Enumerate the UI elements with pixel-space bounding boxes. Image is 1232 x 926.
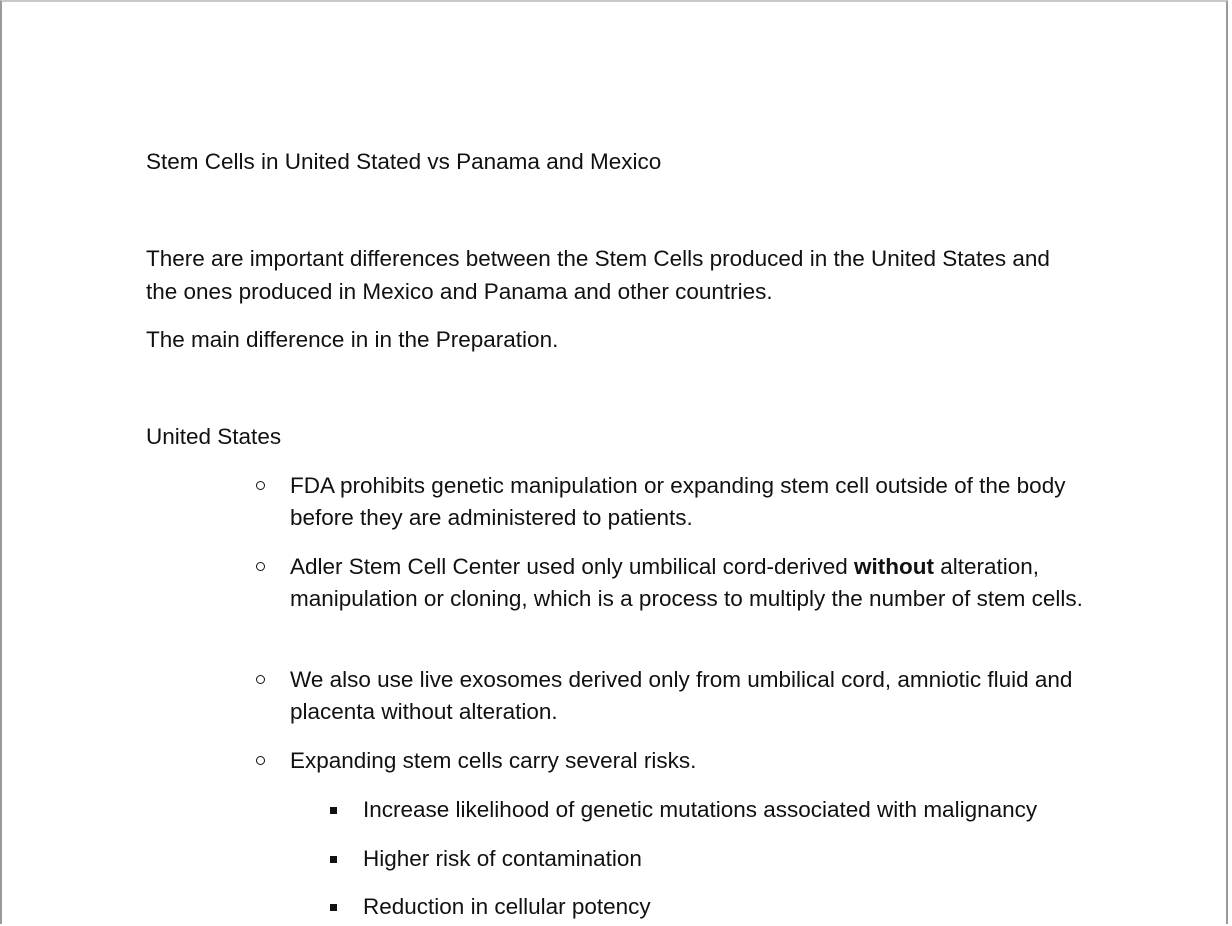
hollow-circle-bullet-icon xyxy=(256,756,265,765)
hollow-circle-bullet-icon xyxy=(256,562,265,571)
bullet-item: We also use live exosomes derived only from umbilical cord, amniotic fluid and placenta without alteration. xyxy=(290,667,1073,725)
bullet-item xyxy=(290,551,1090,616)
square-bullet-icon xyxy=(330,856,337,863)
square-bullet-icon xyxy=(330,904,337,911)
bullet-item: Expanding stem cells carry several risks. xyxy=(290,748,697,773)
section-heading-united-states: United States xyxy=(146,424,282,449)
bullet-item: FDA prohibits genetic manipulation or expanding stem cell outside of the body before they are administered to patients. xyxy=(290,473,1066,531)
bullet-text: alteration, manipulation or cloning, which is a process to multiply the number of stem cells. xyxy=(290,554,1083,612)
intro-paragraph: There are important differences between the Stem Cells produced in the United States and the ones produced in Mexico and Panama and other countries. xyxy=(146,246,1050,304)
bullet-bold-text: without xyxy=(854,554,934,579)
square-bullet-icon xyxy=(330,807,337,814)
hollow-circle-bullet-icon xyxy=(256,675,265,684)
document-title: Stem Cells in United Stated vs Panama and Mexico xyxy=(146,149,662,174)
sub-bullet-item: Higher risk of contamination xyxy=(363,846,642,871)
main-difference-paragraph: The main difference in in the Preparation. xyxy=(146,327,559,352)
bullet-text: Adler Stem Cell Center used only umbilical cord-derived xyxy=(290,554,854,579)
sub-bullet-item: Increase likelihood of genetic mutations associated with malignancy xyxy=(363,797,1038,822)
sub-bullet-item: Reduction in cellular potency xyxy=(363,894,651,919)
hollow-circle-bullet-icon xyxy=(256,481,265,490)
